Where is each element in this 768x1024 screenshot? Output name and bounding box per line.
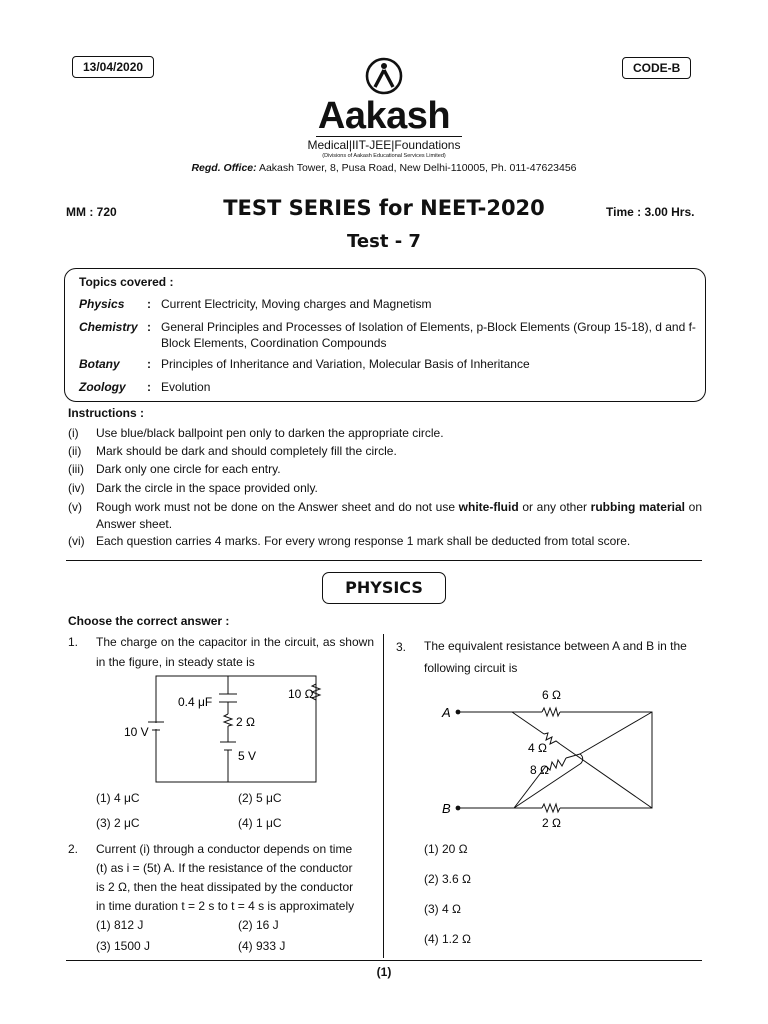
- option[interactable]: (4) 1 μC: [238, 816, 282, 830]
- q1-v2-label: 5 V: [238, 749, 257, 763]
- section-divider: [66, 560, 702, 561]
- topic-row: Botany : Principles of Inheritance and Variation, Molecular Basis of Inheritance: [79, 357, 530, 371]
- option[interactable]: (1) 812 J: [96, 918, 144, 932]
- max-marks: MM : 720: [66, 205, 117, 219]
- q1-circuit-diagram: [118, 670, 350, 788]
- exam-time: Time : 3.00 Hrs.: [606, 205, 695, 219]
- instruction-item: (iv) Dark the circle in the space provided only.: [68, 481, 318, 495]
- instruction-item: (ii) Mark should be dark and should completely fill the circle.: [68, 444, 397, 458]
- topics-box: [64, 268, 706, 402]
- exam-code: CODE-B: [633, 61, 681, 75]
- instruction-item: (v) Rough work must not be done on the Answer sheet and do not use white-fluid or any other rubbing material on Answer sheet.: [68, 500, 702, 531]
- q3-node-b: B: [442, 801, 451, 816]
- question-number: 2.: [68, 842, 79, 856]
- brand-name: Aakash: [317, 95, 451, 137]
- choose-heading: Choose the correct answer :: [68, 614, 230, 628]
- q3-node-a: A: [442, 705, 451, 720]
- topic-row: Chemistry : General Principles and Processes of Isolation of Elements, p-Block Elements (Group 15-18), d and f-Block Elements, Coordination Compounds: [79, 320, 696, 350]
- instruction-item: (i) Use blue/black ballpoint pen only to darken the appropriate circle.: [68, 426, 444, 440]
- page-title: TEST SERIES for NEET-2020: [223, 196, 545, 220]
- regd-office: Regd. Office: Aakash Tower, 8, Pusa Road, New Delhi-110005, Ph. 011-47623456: [191, 162, 577, 174]
- page-number: (1): [376, 965, 392, 979]
- q1-r1-label: 10 Ω: [288, 687, 314, 701]
- q3-r2-label: 4 Ω: [528, 741, 547, 755]
- option[interactable]: (1) 20 Ω: [424, 842, 468, 856]
- option[interactable]: (2) 5 μC: [238, 791, 282, 805]
- section-title: PHYSICS: [322, 572, 446, 604]
- question-text-line: following circuit is: [424, 661, 518, 675]
- footer-divider: [66, 960, 702, 961]
- question-text-line: The equivalent resistance between A and B in the: [424, 639, 687, 653]
- question-number: 1.: [68, 635, 79, 649]
- question-text-line: Current (i) through a conductor depends on time: [96, 842, 353, 856]
- exam-date: 13/04/2020: [83, 60, 144, 74]
- code-box: [622, 57, 691, 79]
- question-number: 3.: [396, 640, 407, 654]
- aakash-logo-icon: [364, 56, 404, 96]
- q3-r3-label: 8 Ω: [530, 763, 549, 777]
- brand-divider: [316, 136, 462, 137]
- question-text-line: is 2 Ω, then the heat dissipated by the conductor: [96, 880, 354, 894]
- option[interactable]: (2) 3.6 Ω: [424, 872, 471, 886]
- question-text-line: (t) as i = (5t) A. If the resistance of the conductor: [96, 861, 353, 875]
- option[interactable]: (2) 16 J: [238, 918, 279, 932]
- q3-circuit-diagram: [436, 684, 658, 832]
- q3-r4-label: 2 Ω: [542, 816, 561, 830]
- instruction-item: (vi) Each question carries 4 marks. For every wrong response 1 mark shall be deducted from total score.: [68, 534, 631, 548]
- question-text: The charge on the capacitor in the circuit, as shown in the figure, in steady state is: [96, 635, 374, 669]
- option[interactable]: (3) 2 μC: [96, 816, 140, 830]
- option[interactable]: (4) 1.2 Ω: [424, 932, 471, 946]
- test-number: Test - 7: [347, 231, 421, 252]
- date-box: [72, 56, 154, 78]
- topic-row: Physics : Current Electricity, Moving charges and Magnetism: [79, 297, 432, 311]
- instructions-heading: Instructions :: [68, 406, 145, 420]
- topics-heading: Topics covered :: [79, 275, 174, 289]
- topic-row: Zoology : Evolution: [79, 380, 211, 394]
- option[interactable]: (3) 4 Ω: [424, 902, 461, 916]
- q1-v1-label: 10 V: [124, 725, 149, 739]
- instruction-item: (iii) Dark only one circle for each entry.: [68, 462, 281, 476]
- option[interactable]: (1) 4 μC: [96, 791, 140, 805]
- q3-r1-label: 6 Ω: [542, 688, 561, 702]
- question-text-line: in time duration t = 2 s to t = 4 s is approximately: [96, 899, 355, 913]
- q1-cap-label: 0.4 μF: [178, 695, 213, 709]
- option[interactable]: (4) 933 J: [238, 939, 286, 953]
- column-divider: [383, 634, 384, 958]
- brand-tagline: Medical|IIT-JEE|Foundations: [307, 138, 461, 152]
- q1-r2-label: 2 Ω: [236, 715, 255, 729]
- brand-division: (Divisions of Aakash Educational Services Limited): [322, 153, 446, 159]
- option[interactable]: (3) 1500 J: [96, 939, 151, 953]
